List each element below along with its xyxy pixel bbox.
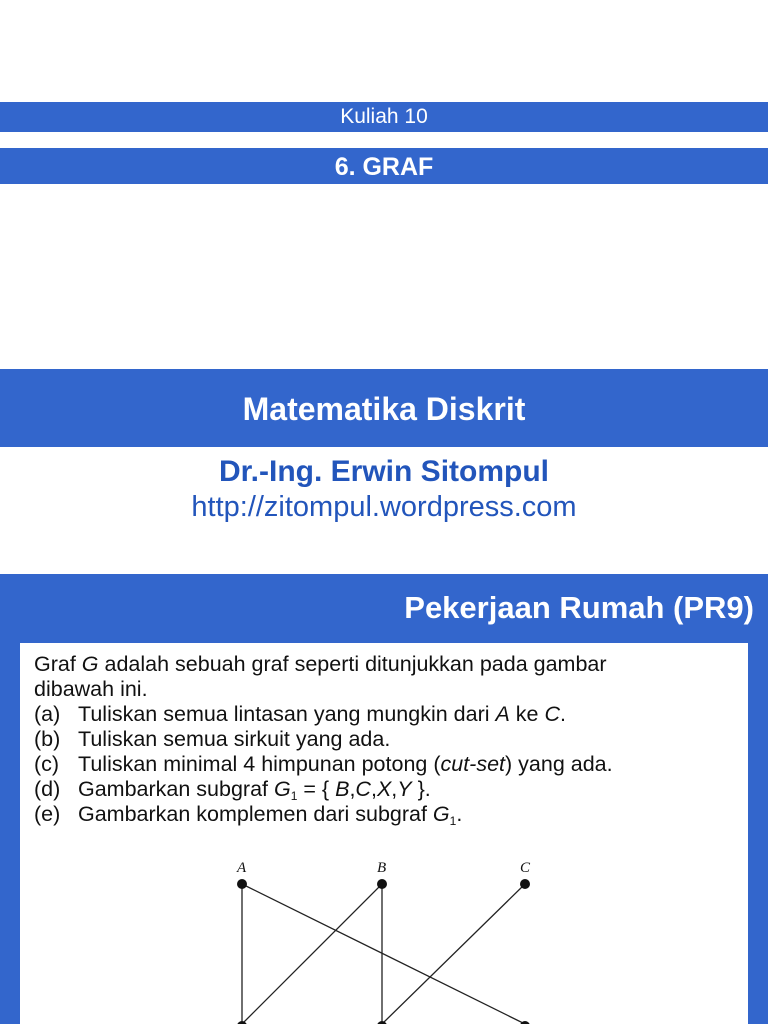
- vertex-label-c: C: [520, 860, 531, 876]
- intro-line-2: dibawah ini.: [34, 677, 148, 701]
- slide-title: Pekerjaan Rumah (PR9): [404, 590, 754, 625]
- vertex-b: [377, 879, 387, 889]
- task-a: (a) Tuliskan semua lintasan yang mungkin dari A ke C.: [34, 702, 566, 726]
- author-name: Dr.-Ing. Erwin Sitompul: [219, 455, 549, 488]
- course-title-bar: [0, 369, 768, 447]
- lecture-number-bar: [0, 102, 768, 132]
- course-title: Matematika Diskrit: [242, 391, 526, 427]
- task-c: (c) Tuliskan minimal 4 himpunan potong (cut-set) yang ada.: [34, 752, 613, 776]
- vertex-a: [237, 879, 247, 889]
- edge-a-bottom-right: [242, 884, 525, 1024]
- chapter-title-bar: [0, 148, 768, 184]
- slide-body: [20, 643, 748, 1024]
- lecture-number: Kuliah 10: [340, 105, 428, 128]
- task-b: (b) Tuliskan semua sirkuit yang ada.: [34, 727, 391, 751]
- author-url[interactable]: http://zitompul.wordpress.com: [191, 491, 577, 523]
- task-e: (e) Gambarkan komplemen dari subgraf $G_1$.: [34, 802, 463, 828]
- chapter-title: 6. GRAF: [334, 153, 434, 181]
- vertex-label-b: B: [377, 860, 387, 876]
- intro-line-1: Graf G adalah sebuah graf seperti ditunjukkan pada gambar: [34, 652, 607, 676]
- vertex-label-a: A: [237, 860, 247, 876]
- task-d: (d) Gambarkan subgraf $G_1$ = { B,C,X,Y }.: [34, 777, 431, 803]
- graph-figure: [20, 643, 748, 1024]
- vertex-c: [520, 879, 530, 889]
- graph-symbol: G: [81, 652, 99, 676]
- edge-c-bottom-middle: [382, 884, 525, 1024]
- edge-b-bottom-left: [242, 884, 382, 1024]
